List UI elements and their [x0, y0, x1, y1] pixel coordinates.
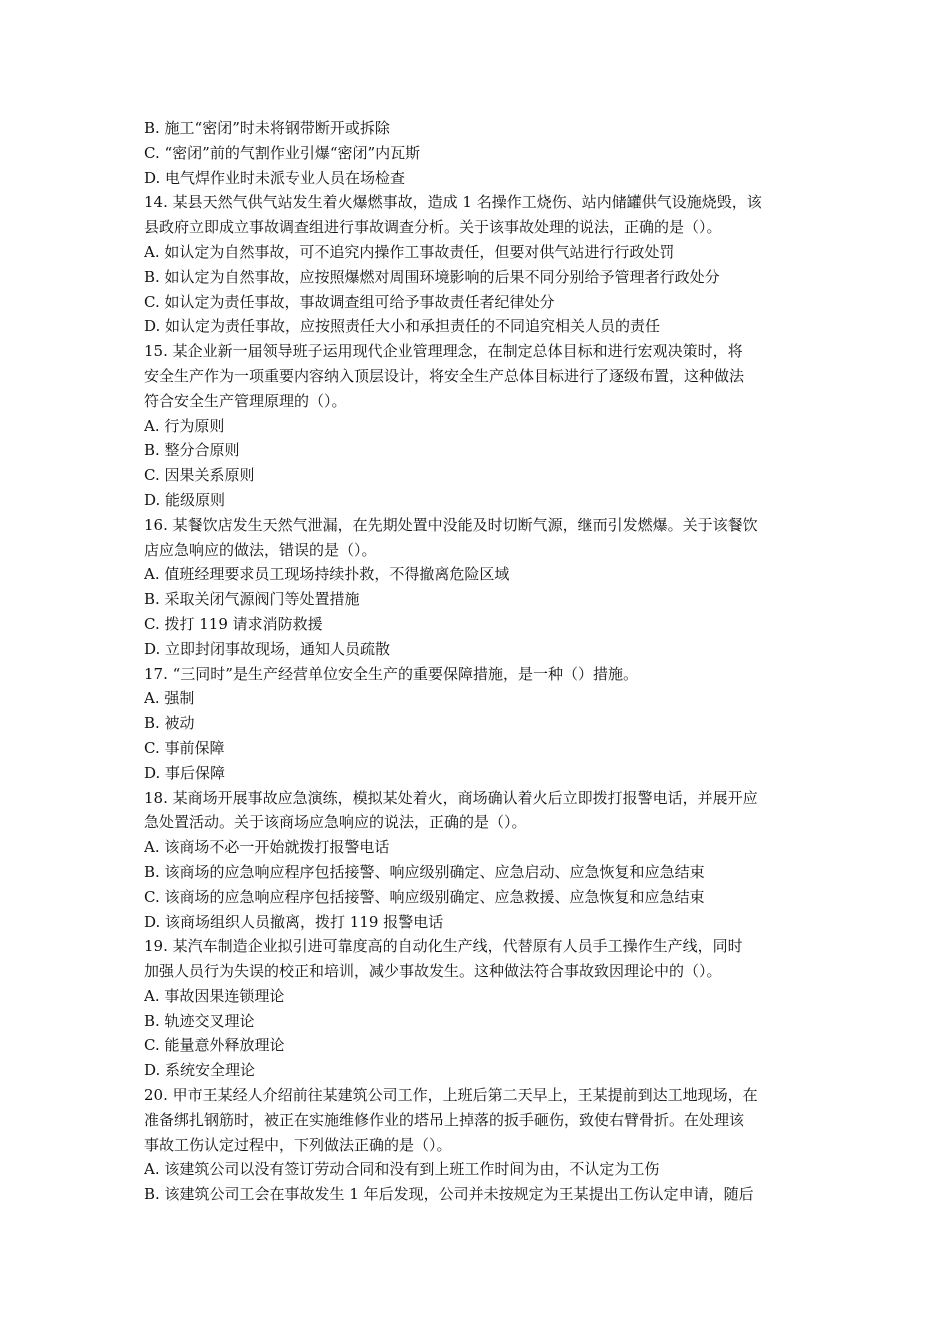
text-line: A. 该建筑公司以没有签订劳动合同和没有到上班工作时间为由，不认定为工伤 [144, 1160, 660, 1179]
text-line: A. 行为原则 [144, 416, 225, 435]
text-line: B. 如认定为自然事故，应按照爆燃对周围环境影响的后果不同分别给予管理者行政处分 [144, 267, 720, 286]
text-line: C. 因果关系原则 [144, 466, 255, 485]
text-line: B. 采取关闭气源阀门等处置措施 [144, 590, 360, 609]
question-text: 准备绑扎钢筋时，被正在实施维修作业的塔吊上掉落的扳手砸伤，致使右臂骨折。在处理该 [144, 1110, 745, 1129]
question-text: 县政府立即成立事故调查组进行事故调查分析。关于该事故处理的说法，正确的是（）。 [144, 218, 722, 237]
text-line: C. 能量意外释放理论 [144, 1036, 285, 1055]
question-text: 加强人员行为失误的校正和培训，减少事故发生。这种做法符合事故致因理论中的（）。 [144, 962, 722, 981]
text-line: A. 如认定为自然事故，可不追究内操作工事故责任，但要对供气站进行行政处罚 [144, 242, 675, 261]
question-text: 19. 某汽车制造企业拟引进可靠度高的自动化生产线，代替原有人员手工操作生产线，同时 [144, 937, 743, 956]
question-text: 事故工伤认定过程中，下列做法正确的是（）。 [144, 1135, 452, 1154]
text-line: C. 如认定为责任事故，事故调查组可给予事故责任者纪律处分 [144, 292, 555, 311]
question-text: 店应急响应的做法，错误的是（）。 [144, 540, 377, 559]
text-line: A. 该商场不必一开始就拨打报警电话 [144, 838, 390, 857]
text-line: B. 轨迹交叉理论 [144, 1011, 255, 1030]
question-text: 15. 某企业新一届领导班子运用现代企业管理理念，在制定总体目标和进行宏观决策时，将 [144, 342, 743, 361]
text-line: D. 系统安全理论 [144, 1061, 256, 1080]
document-page [144, 116, 814, 1207]
text-line: A. 值班经理要求员工现场持续扑救，不得撤离危险区域 [144, 565, 510, 584]
question-text: 18. 某商场开展事故应急演练，模拟某处着火，商场确认着火后立即拨打报警电话，并展开应 [144, 788, 758, 807]
text-line: B. 施工“密闭”时未将钢带断开或拆除 [144, 119, 390, 137]
text-line: B. 该商场的应急响应程序包括接警、响应级别确定、应急启动、应急恢复和应急结束 [144, 862, 705, 881]
text-line: B. 整分合原则 [144, 441, 240, 460]
text-line: D. 事后保障 [144, 763, 226, 782]
text-line: D. 立即封闭事故现场，通知人员疏散 [144, 639, 391, 658]
text-line: A. 强制 [144, 689, 195, 708]
question-text: 16. 某餐饮店发生天然气泄漏，在先期处置中没能及时切断气源，继而引发燃爆。关于该餐饮 [144, 515, 758, 534]
question-text: 14. 某县天然气供气站发生着火爆燃事故，造成 1 名操作工烧伤、站内储罐供气设施烧毁，该 [144, 193, 762, 212]
text-line: C. 拨打 119 请求消防救援 [144, 614, 323, 633]
question-text: 20. 甲市王某经人介绍前往某建筑公司工作，上班后第二天早上，王某提前到达工地现场，在 [144, 1086, 758, 1105]
question-text: 17. “三同时”是生产经营单位安全生产的重要保障措施，是一种（）措施。 [144, 664, 638, 683]
text-line: D. 如认定为责任事故，应按照责任大小和承担责任的不同追究相关人员的责任 [144, 317, 661, 336]
text-line: D. 能级原则 [144, 490, 226, 509]
question-text: 安全生产作为一项重要内容纳入顶层设计，将安全生产总体目标进行了逐级布置，这种做法 [144, 366, 745, 385]
text-line: B. 被动 [144, 714, 195, 733]
text-line: B. 该建筑公司工会在事故发生 1 年后发现，公司并未按规定为王某提出工伤认定申请，随后 [144, 1185, 754, 1204]
question-text: 急处置活动。关于该商场应急响应的说法，正确的是（）。 [144, 813, 527, 832]
text-line: A. 事故因果连锁理论 [144, 986, 285, 1005]
text-line: D. 该商场组织人员撤离，拨打 119 报警电话 [144, 912, 444, 931]
text-line: C. 事前保障 [144, 738, 225, 757]
text-line: D. 电气焊作业时未派专业人员在场检查 [144, 168, 406, 187]
question-text: 符合安全生产管理原理的（）。 [144, 391, 347, 410]
text-line: C. 该商场的应急响应程序包括接警、响应级别确定、应急救援、应急恢复和应急结束 [144, 887, 705, 906]
text-line: C. “密闭”前的气割作业引爆“密闭”内瓦斯 [144, 143, 421, 162]
